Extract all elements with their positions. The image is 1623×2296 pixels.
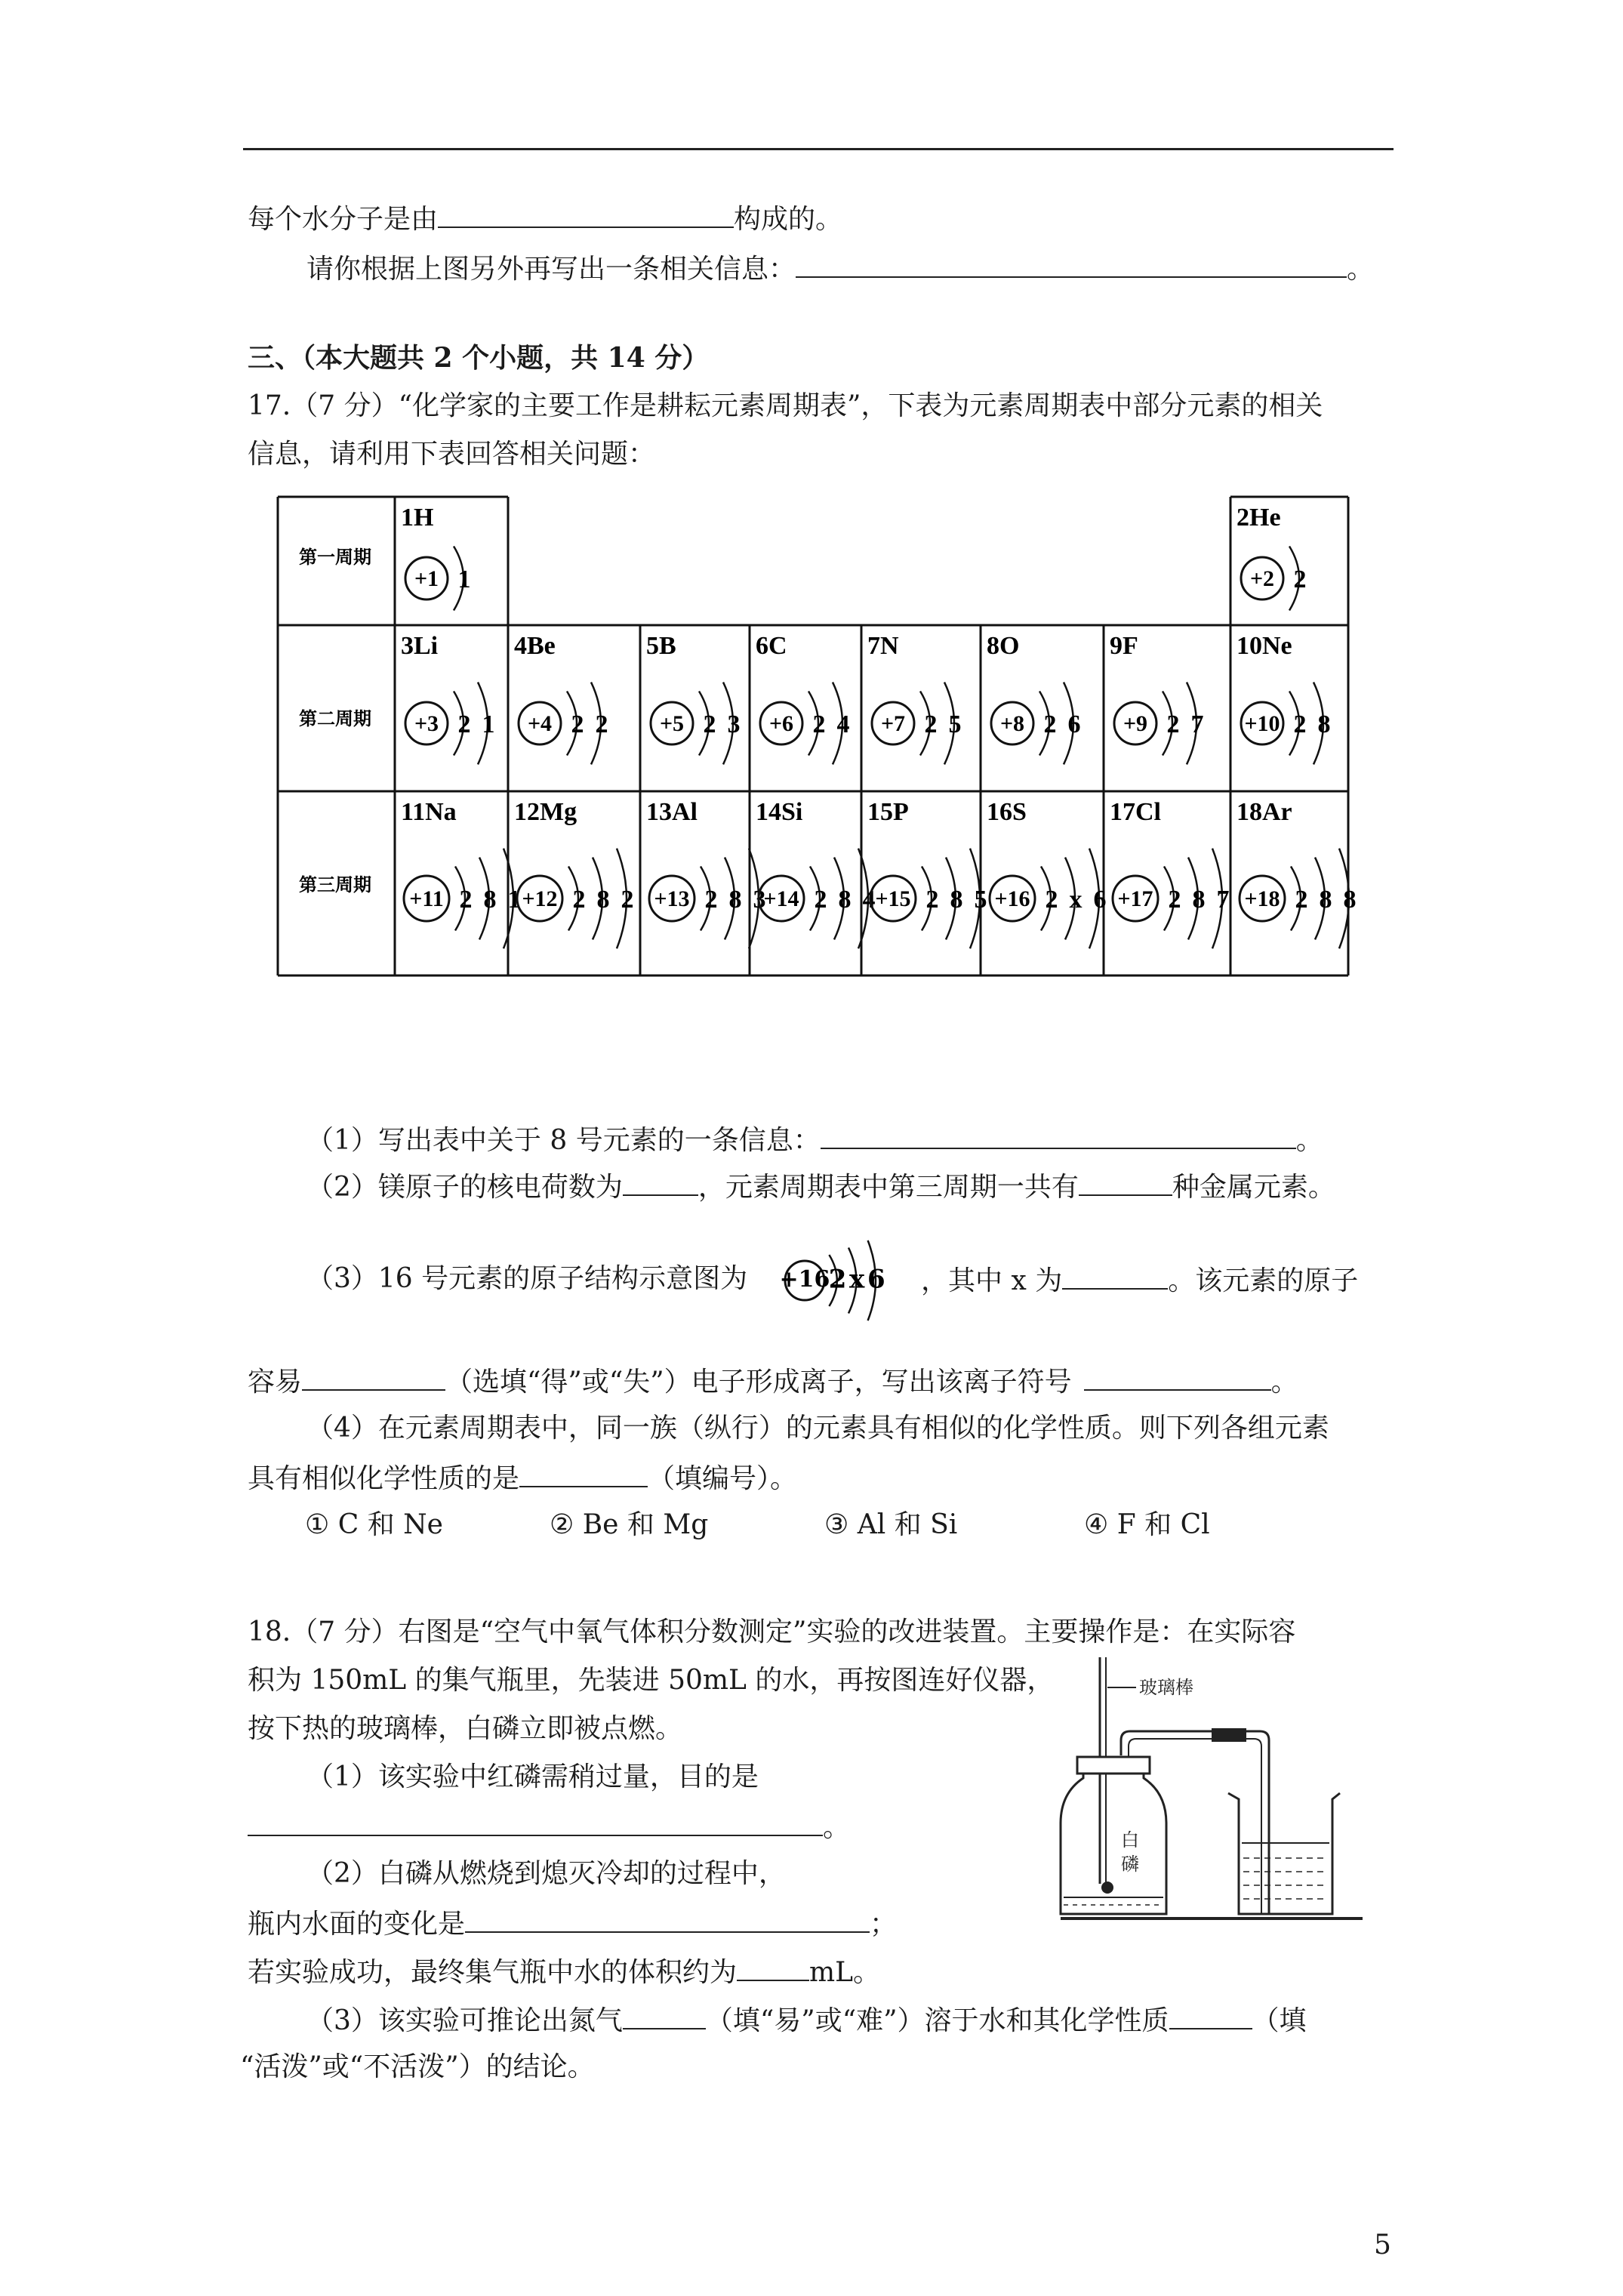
element-cell-9F xyxy=(1110,632,1204,764)
shell-electron-count: 2 xyxy=(812,710,826,738)
q17-sub4-line1: （4）在元素周期表中，同一族（纵行）的元素具有相似的化学性质。则下列各组元素 xyxy=(306,1413,1329,1444)
shell-electron-count: x xyxy=(849,1264,865,1295)
nucleus-charge: +14 xyxy=(763,886,799,911)
q18-line1: 18.（7 分）右图是“空气中氧气体积分数测定”实验的改进装置。主要操作是：在实际容 xyxy=(248,1616,1296,1647)
nucleus-charge: +2 xyxy=(1249,566,1275,591)
q17-sub1: （1）写出表中关于 8 号元素的一条信息： 。 xyxy=(306,1120,1323,1159)
shell-electron-count: 2 xyxy=(1293,710,1307,738)
element-symbol: 5B xyxy=(646,632,676,660)
element-cell-16S xyxy=(987,798,1107,948)
q18-sub3-line2: “活泼”或“不活泼”）的结论。 xyxy=(240,2051,595,2082)
q18-sub2-blank-1[interactable] xyxy=(465,1904,870,1933)
element-symbol: 2He xyxy=(1236,504,1281,532)
shell-electron-count: 2 xyxy=(828,1264,847,1295)
nucleus-charge: +12 xyxy=(522,886,558,911)
shell-electron-count: 6 xyxy=(1067,710,1081,738)
element-cell-17Cl xyxy=(1110,798,1230,948)
shell-electron-count: 2 xyxy=(1293,566,1307,593)
element-cell-14Si xyxy=(756,798,876,948)
element-cell-18Ar xyxy=(1236,798,1357,948)
q18-sub3-blank-2[interactable] xyxy=(1169,2001,1252,2029)
page-number: 5 xyxy=(1374,2230,1391,2261)
q17-sub4-blank[interactable] xyxy=(519,1459,648,1487)
q17-sub3-line1-tail: ，其中 x 为 。该元素的原子 xyxy=(921,1261,1358,1299)
shell-electron-count: 2 xyxy=(924,710,938,738)
shell-electron-count: 5 xyxy=(948,710,962,738)
q18-line2: 积为 150mL 的集气瓶里，先装进 50mL 的水，再按图连好仪器， xyxy=(248,1665,1055,1696)
option-3: ③ Al 和 Si xyxy=(824,1509,958,1540)
element-cell-11Na xyxy=(401,798,521,948)
gas-jar xyxy=(1061,1771,1166,1914)
period-label-2: 第二周期 xyxy=(299,710,371,729)
element-cell-3Li xyxy=(401,632,495,764)
nucleus-charge: +10 xyxy=(1244,711,1280,736)
q16-answer-blank-2[interactable] xyxy=(796,249,1347,278)
q18-sub1-blank[interactable] xyxy=(248,1808,823,1836)
q17-sub3-line2: 容易 （选填“得”或“失”）电子形成离子，写出该离子符号 。 xyxy=(248,1362,1298,1401)
nucleus-charge: +16 xyxy=(779,1266,830,1293)
shell-electron-count: 2 xyxy=(704,886,718,914)
q18-sub2-line2: 瓶内水面的变化是 ； xyxy=(248,1904,897,1943)
shell-electron-count: 2 xyxy=(621,886,634,914)
nucleus-charge: +9 xyxy=(1123,711,1148,736)
shell-electron-count: 2 xyxy=(703,710,716,738)
q18-sub3-blank-1[interactable] xyxy=(623,2001,706,2029)
element-symbol: 1H xyxy=(401,504,434,532)
q16-line2: 请你根据上图另外再写出一条相关信息： 。 xyxy=(306,249,1374,288)
q17-intro-line1: 17.（7 分）“化学家的主要工作是耕耘元素周期表”，下表为元素周期表中部分元素的相关 xyxy=(248,390,1323,421)
nucleus-charge: +6 xyxy=(768,711,794,736)
nucleus-charge: +7 xyxy=(880,711,906,736)
q17-sub3-blank-ion[interactable] xyxy=(1084,1362,1271,1391)
periodic-table xyxy=(278,497,1357,977)
shell-electron-count: 2 xyxy=(457,710,471,738)
label-phosphorus-2: 磷 xyxy=(1121,1854,1139,1875)
q17-sub2: （2）镁原子的核电荷数为 ，元素周期表中第三周期一共有 种金属元素。 xyxy=(306,1167,1335,1206)
label-phosphorus-1: 白 xyxy=(1121,1829,1139,1851)
shell-electron-count: 8 xyxy=(950,886,963,914)
nucleus-charge: +15 xyxy=(875,886,911,911)
q17-sub4-line2: 具有相似化学性质的是 （填编号）。 xyxy=(248,1459,797,1497)
nucleus-charge: +1 xyxy=(414,566,439,591)
element-cell-13Al xyxy=(646,798,766,948)
shell-electron-count: 1 xyxy=(457,566,471,593)
q16-answer-blank-1[interactable] xyxy=(438,199,734,228)
element-symbol: 16S xyxy=(987,798,1027,826)
shell-electron-count: 8 xyxy=(1319,886,1332,914)
q18-sub2-line1: （2）白磷从燃烧到熄灭冷却的过程中， xyxy=(306,1858,786,1889)
element-cell-5B xyxy=(646,632,741,764)
q17-sub2-blank-1[interactable] xyxy=(623,1167,698,1196)
element-cell-1H xyxy=(401,504,471,611)
element-symbol: 17Cl xyxy=(1110,798,1161,826)
shell-electron-count: 5 xyxy=(974,886,987,914)
element-symbol: 6C xyxy=(756,632,787,660)
shell-electron-count: 8 xyxy=(483,886,497,914)
element-symbol: 10Ne xyxy=(1236,632,1292,660)
shell-electron-count: 8 xyxy=(728,886,742,914)
element-symbol: 14Si xyxy=(756,798,803,826)
shell-electron-count: 8 xyxy=(596,886,610,914)
element-symbol: 11Na xyxy=(401,798,457,826)
beaker xyxy=(1228,1793,1340,1914)
element-cell-12Mg xyxy=(514,798,634,948)
q16-line1: 每个水分子是由 构成的。 xyxy=(248,199,842,238)
shell-electron-count: 2 xyxy=(1045,886,1058,914)
shell-electron-count: 2 xyxy=(1168,886,1181,914)
element-symbol: 9F xyxy=(1110,632,1138,660)
element-cells xyxy=(401,504,1357,948)
shell-electron-count: 3 xyxy=(753,886,766,914)
period-label-3: 第三周期 xyxy=(299,876,371,895)
q18-sub2-blank-2[interactable] xyxy=(737,1952,809,1981)
q17-intro-line2: 信息，请利用下表回答相关问题： xyxy=(248,439,656,470)
q18-sub2-line3: 若实验成功，最终集气瓶中水的体积约为 mL。 xyxy=(248,1952,880,1991)
nucleus-charge: +5 xyxy=(659,711,685,736)
element-symbol: 18Ar xyxy=(1236,798,1292,826)
q17-sub3-blank-x[interactable] xyxy=(1062,1261,1168,1290)
shell-electron-count: 4 xyxy=(836,710,850,738)
nucleus-charge: +8 xyxy=(999,711,1025,736)
element-cell-15P xyxy=(867,798,987,948)
period-labels xyxy=(299,547,371,895)
element-cell-8O xyxy=(987,632,1081,764)
rubber-joint xyxy=(1212,1728,1246,1742)
nucleus-charge: +3 xyxy=(414,711,439,736)
sulfur-mini-atom xyxy=(780,1240,885,1321)
option-4: ④ F 和 Cl xyxy=(1084,1509,1210,1540)
shell-electron-count: 2 xyxy=(1043,710,1057,738)
label-glass-rod: 玻璃棒 xyxy=(1139,1677,1193,1698)
nucleus-charge: +17 xyxy=(1117,886,1153,911)
shell-electron-count: 2 xyxy=(1295,886,1308,914)
shell-electron-count: 2 xyxy=(925,886,939,914)
nucleus-charge: +13 xyxy=(654,886,690,911)
nucleus-charge: +11 xyxy=(409,886,444,911)
shell-electron-count: 3 xyxy=(727,710,741,738)
option-1: ① C 和 Ne xyxy=(305,1509,443,1540)
shell-electron-count: 4 xyxy=(862,886,876,914)
nucleus-charge: +18 xyxy=(1244,886,1280,911)
element-cell-6C xyxy=(756,632,850,764)
element-cell-4Be xyxy=(514,632,608,764)
element-symbol: 12Mg xyxy=(514,798,577,826)
q17-sub1-blank[interactable] xyxy=(821,1120,1296,1149)
element-symbol: 8O xyxy=(987,632,1020,660)
q17-sub2-blank-2[interactable] xyxy=(1079,1167,1172,1196)
element-cell-10Ne xyxy=(1236,632,1331,764)
shell-electron-count: 8 xyxy=(1343,886,1357,914)
element-cell-7N xyxy=(867,632,962,764)
shell-electron-count: 2 xyxy=(571,710,584,738)
shell-electron-count: 8 xyxy=(838,886,852,914)
shell-electron-count: 2 xyxy=(814,886,827,914)
element-symbol: 4Be xyxy=(514,632,556,660)
shell-electron-count: x xyxy=(1069,886,1083,914)
stopper xyxy=(1077,1757,1150,1774)
shell-electron-count: 8 xyxy=(1317,710,1331,738)
white-phosphorus xyxy=(1101,1881,1113,1894)
header-rule xyxy=(243,148,1394,150)
option-2: ② Be 和 Mg xyxy=(550,1509,709,1540)
q18-sub3-line1: （3）该实验可推论出氮气 （填“易”或“难”）溶于水和其化学性质 （填 xyxy=(306,2001,1307,2039)
element-symbol: 13Al xyxy=(646,798,698,826)
nucleus-charge: +16 xyxy=(994,886,1030,911)
shell-electron-count: 2 xyxy=(595,710,608,738)
q18-sub1-line1: （1）该实验中红磷需稍过量，目的是 xyxy=(306,1761,759,1792)
shell-electron-count: 7 xyxy=(1216,886,1230,914)
shell-electron-count: 2 xyxy=(459,886,473,914)
q17-sub3-line1: （3）16 号元素的原子结构示意图为 xyxy=(306,1263,748,1294)
q17-sub3-blank-gain-lose[interactable] xyxy=(302,1362,445,1391)
shell-electron-count: 8 xyxy=(1192,886,1206,914)
element-symbol: 7N xyxy=(867,632,899,660)
shell-electron-count: 2 xyxy=(572,886,586,914)
element-symbol: 3Li xyxy=(401,632,439,660)
element-symbol: 15P xyxy=(867,798,909,826)
apparatus-diagram xyxy=(1061,1657,1378,1944)
shell-electron-count: 1 xyxy=(507,886,521,914)
shell-electron-count: 6 xyxy=(867,1264,885,1295)
shell-electron-count: 1 xyxy=(482,710,495,738)
sulfur-atom-diagram xyxy=(775,1238,903,1321)
q18-line3: 按下热的玻璃棒，白磷立即被点燃。 xyxy=(248,1713,683,1744)
shell-electron-count: 7 xyxy=(1190,710,1204,738)
element-cell-2He xyxy=(1236,504,1307,611)
section-title: 三、（本大题共 2 个小题，共 14 分） xyxy=(248,342,710,374)
period-label-1: 第一周期 xyxy=(299,548,371,568)
nucleus-charge: +4 xyxy=(527,711,553,736)
shell-electron-count: 2 xyxy=(1166,710,1180,738)
q18-sub1-line2: 。 xyxy=(248,1808,850,1846)
shell-electron-count: 6 xyxy=(1093,886,1107,914)
